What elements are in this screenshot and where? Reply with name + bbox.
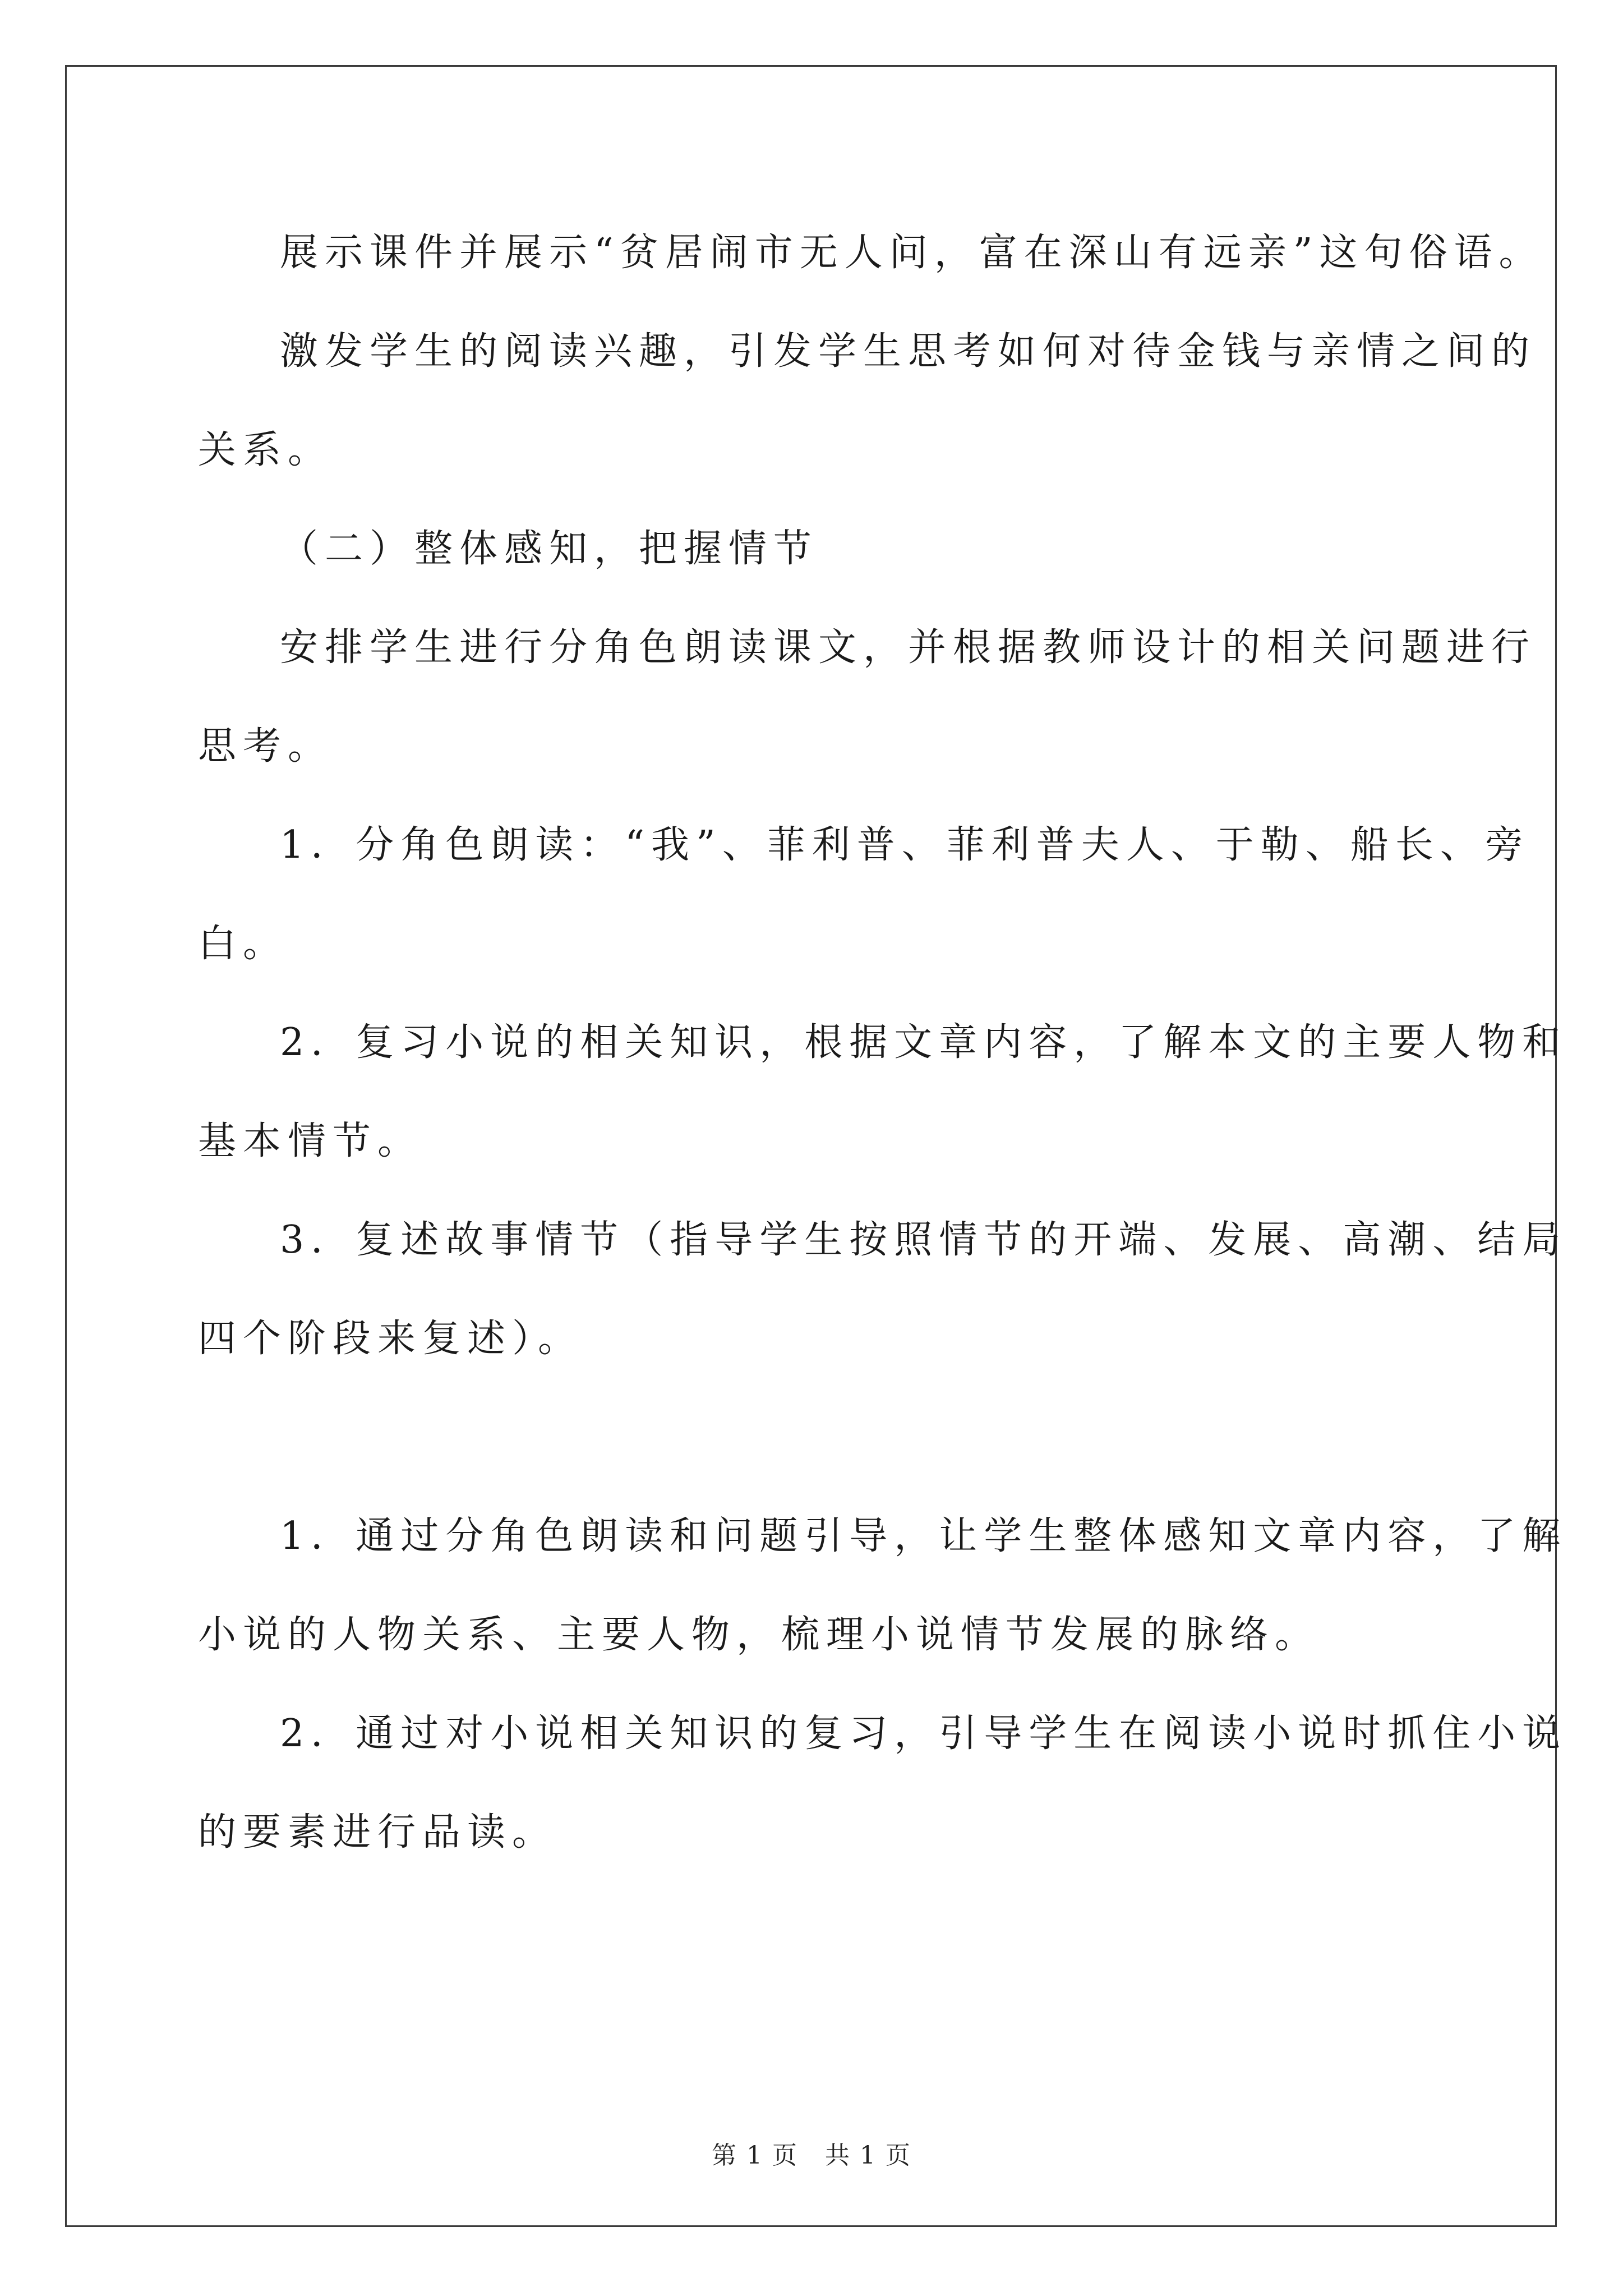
page-footer bbox=[0, 2135, 1623, 2171]
list-item-2: 2．复习小说的相关知识，根据文章内容，了解本文的主要人物和 bbox=[280, 1020, 1567, 1065]
paragraph-1: 展示课件并展示“贫居闹市无人问，富在深山有远亲”这句俗语。 bbox=[280, 231, 1544, 275]
document-body bbox=[198, 204, 1567, 1882]
design-intent-item-2: 2．通过对小说相关知识的复习，引导学生在阅读小说时抓住小说 bbox=[280, 1711, 1567, 1756]
page-total: 共 1 页 bbox=[824, 2141, 911, 2170]
paragraph-2-continuation: 关系。 bbox=[198, 428, 333, 472]
list-item-3: 3．复述故事情节（指导学生按照情节的开端、发展、高潮、结局 bbox=[280, 1218, 1567, 1262]
paragraph-3: 安排学生进行分角色朗读课文，并根据教师设计的相关问题进行 bbox=[280, 625, 1537, 670]
paragraph-3-continuation: 思考。 bbox=[198, 724, 333, 769]
design-intent-item-2-continuation: 的要素进行品读。 bbox=[198, 1810, 557, 1855]
section-heading: （二）整体感知，把握情节 bbox=[280, 527, 819, 571]
blank-line bbox=[198, 1388, 1432, 1487]
list-item-2-continuation: 基本情节。 bbox=[198, 1119, 423, 1163]
paragraph-2: 激发学生的阅读兴趣，引发学生思考如何对待金钱与亲情之间的 bbox=[280, 329, 1537, 374]
design-intent-item-1: 1．通过分角色朗读和问题引导，让学生整体感知文章内容，了解 bbox=[280, 1514, 1567, 1558]
design-intent-item-1-continuation: 小说的人物关系、主要人物，梳理小说情节发展的脉络。 bbox=[198, 1613, 1320, 1657]
list-item-3-continuation: 四个阶段来复述）。 bbox=[198, 1317, 583, 1361]
page-number: 第 1 页 bbox=[712, 2141, 799, 2170]
list-item-1: 1．分角色朗读：“我”、菲利普、菲利普夫人、于勒、船长、旁 bbox=[280, 823, 1530, 867]
list-item-1-continuation: 白。 bbox=[198, 922, 288, 966]
